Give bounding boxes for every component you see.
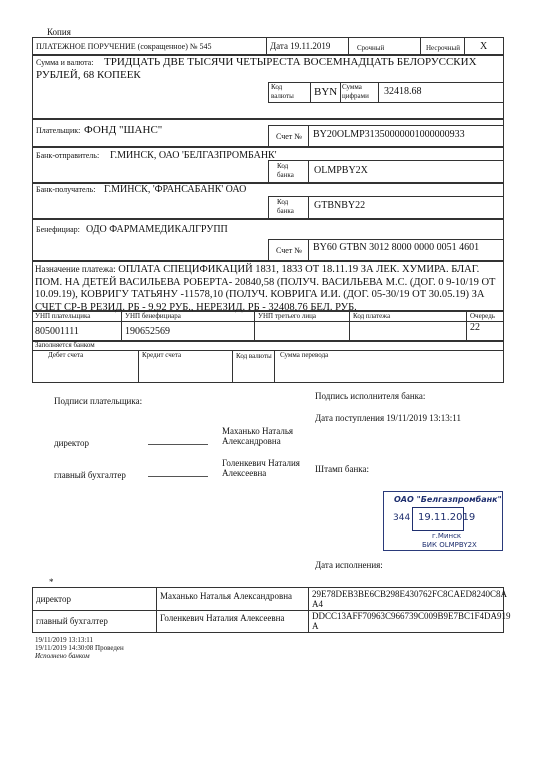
document-date: Дата 19.11.2019 (270, 41, 331, 51)
beneficiary-name: ОДО ФАРМАМЕДИКАЛГРУПП (86, 224, 228, 235)
currency-code-label: Код (271, 83, 283, 91)
asterisk: * (49, 577, 54, 587)
unp-header-third: УНП третьего лица (258, 312, 316, 320)
sender-bank-label: Банк-отправитель: (36, 151, 100, 160)
bank-stamp (383, 491, 503, 551)
purpose-label: Назначение платежа: (35, 264, 116, 274)
beneficiary-label: Бенефициар: (36, 225, 80, 234)
received-date: Дата поступления 19/11/2019 13:13:11 (315, 413, 461, 423)
amount-words-line2: РУБЛЕЙ, 68 КОПЕЕК (36, 69, 141, 81)
accountant-name-line1: Голенкевич Наталия (222, 458, 300, 468)
unp-header-beneficiary: УНП бенефициара (125, 312, 181, 320)
bank-fill-title: Заполняется банком (35, 341, 95, 349)
executor-signature-label: Подпись исполнителя банка: (315, 391, 426, 401)
footer-line3: Исполнено банком (35, 652, 90, 660)
bank-fill-credit: Кредит счета (142, 351, 182, 359)
stamp-bank-name: ОАО "Белгазпромбанк" (394, 495, 502, 504)
ds-row1-hash-line2: A4 (312, 599, 323, 609)
stamp-label: Штамп банка: (315, 464, 369, 474)
unp-header-queue: Очередь (470, 312, 495, 320)
document-title: ПЛАТЕЖНОЕ ПОРУЧЕНИЕ (сокращенное) № 545 (36, 42, 212, 51)
purpose-block (35, 263, 501, 314)
bank-fill-amount: Сумма перевода (280, 351, 329, 359)
ds-row2-role: главный бухгалтер (36, 616, 108, 626)
payer-account: BY20OLMP31350000001000000933 (313, 129, 465, 140)
sender-bank-name: Г.МИНСК, ОАО 'БЕЛГАЗПРОМБАНК' (110, 150, 277, 161)
amount-words-line1: ТРИДЦАТЬ ДВЕ ТЫСЯЧИ ЧЕТЫРЕСТА ВОСЕМНАДЦАТЬ БЕЛОРУССКИХ (104, 56, 477, 68)
currency-code: BYN (314, 86, 338, 98)
recipient-bank-label: Банк-получатель: (36, 185, 96, 194)
bank-fill-section (32, 341, 504, 383)
unp-payer-value: 805001111 (35, 326, 79, 337)
ds-row2-hash-line2: A (312, 621, 319, 631)
director-name-line1: Маханько Наталья (222, 426, 294, 436)
sum-digits-value: 32418.68 (384, 86, 422, 97)
amount-label: Сумма и валюта: (36, 58, 94, 67)
payer-label: Плательщик: (36, 126, 81, 135)
stamp-date: 19.11.2019 (418, 512, 476, 523)
accountant-label: главный бухгалтер (54, 470, 126, 480)
ds-row2-hash-line1: DDCC13AFF70963C966739C009B9E7BC1F4DA919 (312, 611, 511, 621)
nonurgent-label: Несрочный (426, 44, 460, 52)
accountant-signature-line (148, 476, 208, 477)
sum-digits-label: Сумма (342, 83, 362, 91)
urgent-label: Срочный (357, 44, 385, 52)
ds-row1-name: Маханько Наталья Александровна (160, 591, 293, 601)
unp-header-code: Код платежа (353, 312, 391, 320)
accountant-name-line2: Алексеевна (222, 468, 267, 478)
unp-beneficiary-value: 190652569 (125, 326, 170, 337)
director-label: директор (54, 438, 89, 448)
director-name-line2: Александровна (222, 436, 281, 446)
payer-signatures-label: Подписи плательщика: (54, 396, 143, 406)
nonurgent-mark: X (480, 41, 488, 52)
recipient-bank-name: Г.МИНСК, 'ФРАНСАБАНК' ОАО (104, 184, 247, 195)
bank-fill-debit: Дебет счета (48, 351, 84, 359)
payer-name: ФОНД "ШАНС" (84, 124, 163, 136)
bank-fill-currency: Код валюты (236, 352, 272, 360)
stamp-number: 344 (393, 513, 411, 523)
execution-date-label: Дата исполнения: (315, 560, 383, 570)
unp-queue-value: 22 (470, 322, 480, 333)
payer-account-label: Счет № (276, 132, 302, 141)
ds-row2-name: Голенкевич Наталия Алексеевна (160, 613, 285, 623)
unp-header-payer: УНП плательщика (35, 312, 91, 320)
stamp-city: г.Минск (432, 532, 462, 540)
beneficiary-account: BY60 GTBN 3012 8000 0000 0051 4601 (313, 242, 480, 253)
beneficiary-account-label: Счет № (276, 246, 302, 255)
recipient-bank-code: GTBNBY22 (314, 200, 366, 211)
director-signature-line (148, 444, 208, 445)
purpose-text: ОПЛАТА СПЕЦИФИКАЦИЙ 1831, 1833 ОТ 18.11.19 ЗА ЛЕК. ХУМИРА. БЛАГ. ПОМ. НА ДЕТЕЙ ВАСИЛЬЕВА РОБЕРТА- 20840,58 (ПОЛУЧ. ВАСИЛЬЕВА М.С. (ДОГ. 0 9-10/19 ОТ 10.09.19), КОВРИГУ ТАТЬЯНУ -11578,10 (ПОЛУЧ. КОВРИГА И.И. (ДОГ. 05-30/19 ОТ 30.05.19) ЗА СЧЕТ СР-В РЕЗИД. РБ - 9,92 РУБ., НЕРЕЗИД. РБ - 32408,76 БЕЛ. РУБ. (35, 264, 496, 313)
sender-bank-code: OLMPBY2X (314, 165, 368, 176)
footer-line2: 19/11/2019 14:30:08 Проведен (35, 644, 124, 652)
ds-row1-role: директор (36, 594, 71, 604)
ds-row1-hash-line1: 29E78DEB3BE6CB298E430762FC8CAED8240C8A (312, 589, 508, 599)
stamp-bic: БИК OLMPBY2X (422, 541, 477, 549)
footer-line1: 19/11/2019 13:13:11 (35, 636, 94, 644)
copy-label: Копия (47, 27, 71, 37)
